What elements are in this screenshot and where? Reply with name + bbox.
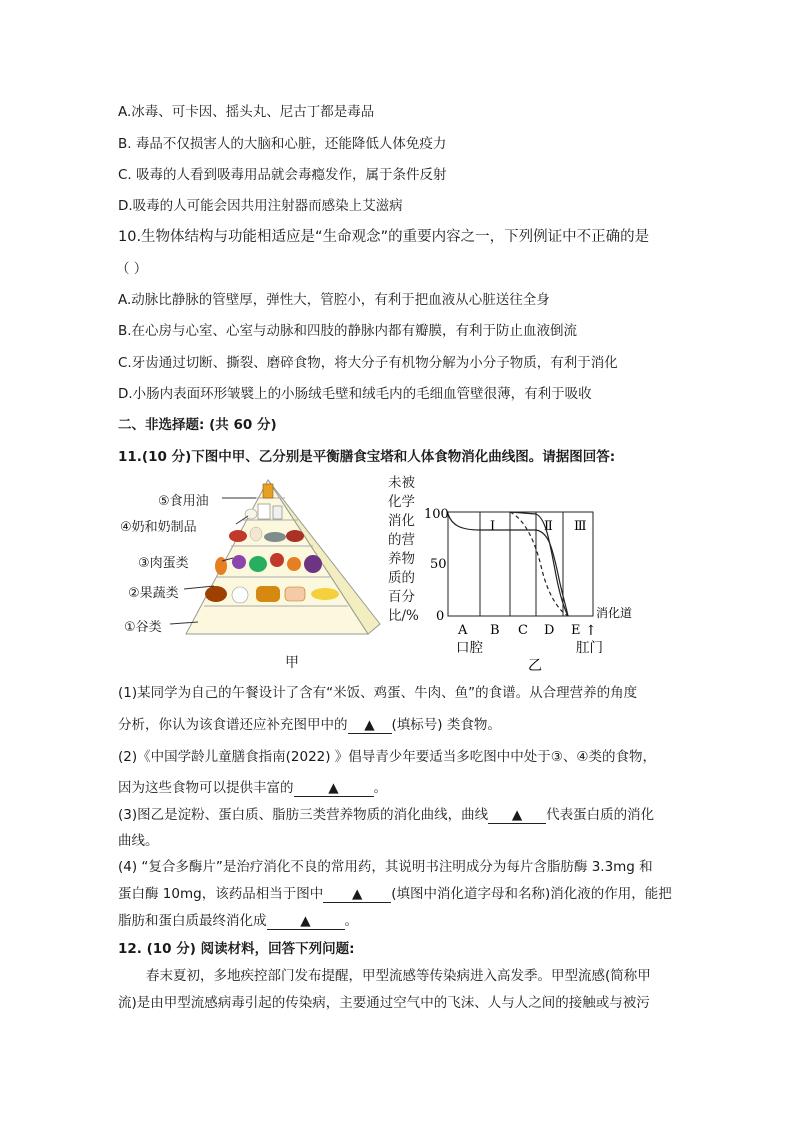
y-axis-label-line: 质的 [388, 570, 415, 586]
q12-paragraph-line2: 流)是由甲型流感病毒引起的传染病，主要通过空气中的飞沫、人与人之间的接触或与被污 [118, 995, 650, 1011]
q11-part4-text-mid: (填图中消化道字母和名称)消化液的作用，能把 [391, 886, 672, 902]
pyramid-label-dairy: ④奶和奶制品 [120, 520, 197, 535]
pyramid-label-grain: ①谷类 [124, 620, 162, 635]
tract-label: 消化道 [596, 606, 633, 620]
pyramid-label-fruit-veg: ②果蔬类 [128, 586, 179, 601]
q9-option-d: D.吸毒的人可能会因共用注射器而感染上艾滋病 [118, 198, 403, 214]
q11-part4-line1: (4) “复合多酶片”是治疗消化不良的常用药，其说明书注明成分为每片含脂肪酶 3.3mg 和 [118, 859, 653, 875]
digestion-chart [418, 474, 678, 674]
y-tick-label: 0 [436, 609, 445, 624]
q11-part2-text: 因为这些食物可以提供丰富的 [118, 780, 294, 796]
q11-part2-text-end: 。 [373, 780, 387, 796]
q9-option-c: C. 吸毒的人看到吸毒用品就会毒瘾发作，属于条件反射 [118, 167, 447, 183]
mouth-label: 口腔 [456, 640, 483, 656]
q10-option-d: D.小肠内表面环形皱襞上的小肠绒毛壁和绒毛内的毛细血管壁很薄，有利于吸收 [118, 386, 592, 402]
x-tick-label: A [458, 623, 468, 638]
q10-option-c: C.牙齿通过切断、撕裂、磨碎食物，将大分子有机物分解为小分子物质，有利于消化 [118, 355, 618, 371]
y-axis-label-line: 化学 [388, 494, 415, 510]
q11-part2-line1: (2)《中国学龄儿童膳食指南(2022) 》倡导青少年要适当多吃图中中处于③、④类的食物， [118, 749, 657, 765]
q11-part3-line1 [118, 806, 654, 824]
y-axis-label-line: 消化 [388, 513, 415, 529]
region-label-iii: Ⅲ [574, 519, 587, 534]
answer-blank[interactable]: ▲ [348, 718, 392, 734]
y-axis-label-line: 未被 [388, 475, 415, 491]
answer-blank[interactable]: ▲ [294, 781, 374, 797]
section-heading: 二、非选择题: (共 60 分) [118, 417, 277, 433]
q11-part4-line3 [118, 912, 358, 930]
q11-part1-text-end: (填标号) 类食物。 [391, 717, 501, 733]
q11-part4-text: 脂肪和蛋白质最终消化成 [118, 913, 267, 929]
q11-figure [118, 474, 678, 674]
x-tick-label: B [490, 623, 500, 638]
y-axis-label-line: 百分 [388, 589, 415, 605]
answer-blank[interactable]: ▲ [488, 808, 546, 824]
q11-part3-text: (3)图乙是淀粉、蛋白质、脂肪三类营养物质的消化曲线，曲线 [118, 807, 489, 823]
q11-part3-line2: 曲线。 [118, 833, 159, 849]
x-tick-label: C [518, 623, 528, 638]
y-tick-label: 100 [424, 507, 449, 522]
q11-part1-line2 [118, 716, 501, 734]
y-axis-label-line: 比/% [388, 608, 419, 624]
plot-frame [448, 512, 593, 616]
q11-part4-line2 [118, 885, 672, 903]
q10-bracket: （ ） [116, 261, 148, 277]
q11-part1-text: 分析，你认为该食谱还应补充图甲中的 [118, 717, 348, 733]
q10-stem: 10.生物体结构与功能相适应是“生命观念”的重要内容之一，下列例证中不正确的是 [118, 229, 650, 245]
answer-blank[interactable]: ▲ [323, 887, 391, 903]
q12-paragraph-line1: 春末夏初，多地疾控部门发布提醒，甲型流感等传染病进入高发季。甲型流感(简称甲 [146, 968, 651, 984]
y-axis-label-line: 的营 [388, 532, 415, 548]
pyramid-label-oil: ⑤食用油 [158, 494, 209, 509]
anus-label: 肛门 [576, 640, 603, 656]
q11-part2-line2 [118, 779, 387, 797]
region-label-i: Ⅰ [490, 519, 496, 534]
q11-part4-text: 蛋白酶 10mg，该药品相当于图中 [118, 886, 324, 902]
q9-option-b: B. 毒品不仅损害人的大脑和心脏，还能降低人体免疫力 [118, 136, 447, 152]
anus-arrow-icon: ↑ [585, 623, 597, 639]
q12-stem: 12. (10 分) 阅读材料，回答下列问题: [118, 941, 355, 957]
curve-ii [510, 512, 568, 616]
x-tick-label: D [544, 623, 555, 638]
q11-part4-text-end: 。 [344, 913, 358, 929]
figure-caption-yi: 乙 [528, 658, 542, 674]
figure-caption-jia: 甲 [285, 655, 299, 671]
pyramid-label-meat: ③肉蛋类 [138, 556, 189, 571]
y-axis-label-line: 养物 [388, 551, 415, 567]
q10-option-a: A.动脉比静脉的管壁厚，弹性大，管腔小，有利于把血液从心脏送往全身 [118, 292, 550, 308]
q11-part3-text-end: 代表蛋白质的消化 [546, 807, 655, 823]
answer-blank[interactable]: ▲ [267, 914, 345, 930]
q11-part1-line1: (1)某同学为自己的午餐设计了含有“米饭、鸡蛋、牛肉、鱼”的食谱。从合理营养的角度 [118, 685, 638, 701]
region-label-ii: Ⅱ [544, 519, 553, 534]
x-tick-label: E [571, 623, 581, 638]
q9-option-a: A.冰毒、可卡因、摇头丸、尼古丁都是毒品 [118, 104, 375, 120]
curve-iii [510, 512, 568, 616]
y-tick-label: 50 [430, 557, 447, 572]
q10-option-b: B.在心房与心室、心室与动脉和四肢的静脉内都有瓣膜，有利于防止血液倒流 [118, 323, 578, 339]
q11-stem: 11.(10 分)下图中甲、乙分别是平衡膳食宝塔和人体食物消化曲线图。请据图回答: [118, 449, 616, 465]
